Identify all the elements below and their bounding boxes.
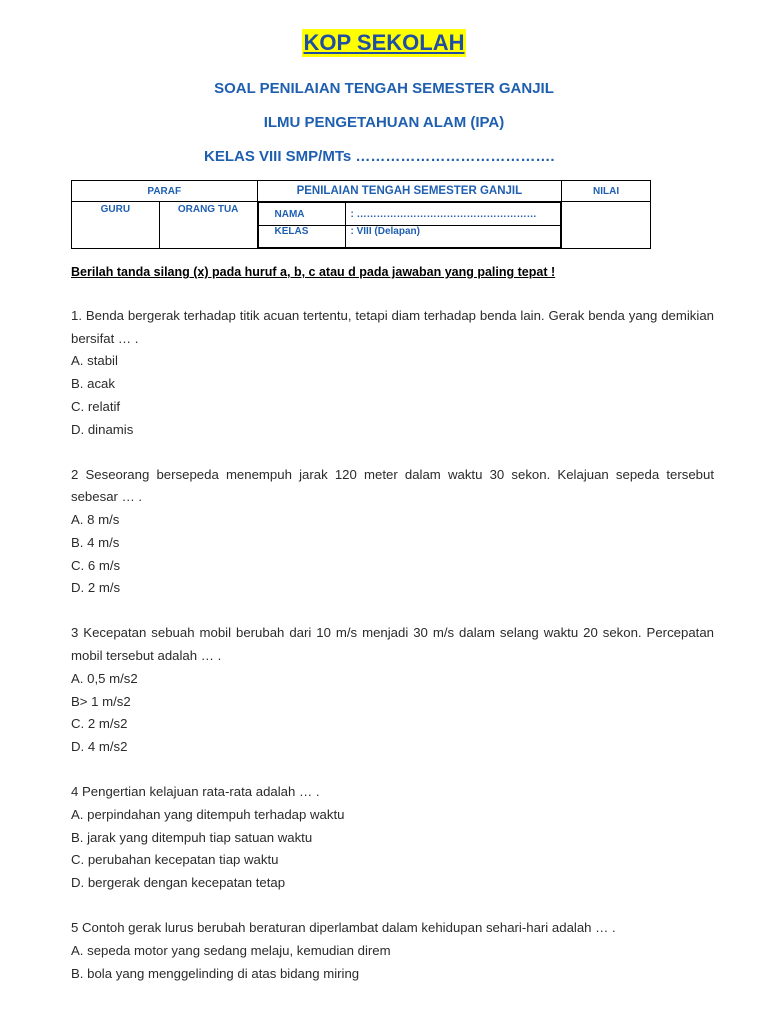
option-b: B. acak bbox=[71, 376, 115, 392]
option-b: B. jarak yang ditempuh tiap satuan waktu bbox=[71, 829, 313, 845]
instruction: Berilah tanda silang (x) pada huruf a, b, c atau d pada jawaban yang paling tepat ! bbox=[71, 265, 556, 279]
kelas-label: KELAS bbox=[258, 226, 345, 248]
subject-title: ILMU PENGETAHUAN ALAM (IPA) bbox=[263, 114, 505, 131]
question-stem: 5 Contoh gerak lurus berubah beraturan diperlambat dalam kehidupan sehari-hari adalah … . bbox=[71, 920, 616, 936]
orang-tua-label: ORANG TUA bbox=[177, 204, 239, 215]
option-c: C. relatif bbox=[71, 398, 121, 414]
kelas-value: : VIII (Delapan) bbox=[345, 226, 561, 248]
option-b: B. 4 m/s bbox=[71, 534, 120, 550]
option-c: C. 2 m/s2 bbox=[71, 716, 128, 732]
option-a: A. sepeda motor yang sedang melaju, kemudian direm bbox=[71, 942, 391, 958]
question-5 bbox=[71, 917, 714, 985]
option-a: A. 8 m/s bbox=[71, 512, 120, 528]
option-d: D. 2 m/s bbox=[71, 580, 121, 596]
question-stem: 2 Seseorang bersepeda menempuh jarak 120 meter dalam waktu 30 sekon. Kelajuan sepeda tersebut sebesar … . bbox=[71, 466, 714, 505]
nama-value: : ……………………………………………… bbox=[345, 203, 561, 226]
guru-signature-cell bbox=[72, 202, 160, 249]
question-stem: 1. Benda bergerak terhadap titik acuan tertentu, tetapi diam terhadap benda lain. Gerak benda yang demikian bersifat … . bbox=[71, 308, 714, 346]
option-d: D. 4 m/s2 bbox=[71, 738, 128, 754]
option-a: A. 0,5 m/s2 bbox=[71, 670, 138, 686]
question-2 bbox=[71, 464, 714, 600]
class-line: KELAS VIII SMP/MTs …………………………………. bbox=[204, 148, 555, 165]
option-b: B> 1 m/s2 bbox=[71, 693, 131, 709]
option-d: D. dinamis bbox=[71, 421, 134, 437]
nilai-cell bbox=[562, 202, 651, 249]
identity-table bbox=[71, 180, 651, 249]
orang-tua-signature-cell bbox=[159, 202, 257, 249]
option-a: A. perpindahan yang ditempuh terhadap waktu bbox=[71, 806, 345, 822]
question-stem: 4 Pengertian kelajuan rata-rata adalah … . bbox=[71, 784, 320, 800]
penilaian-header: PENILAIAN TENGAH SEMESTER GANJIL bbox=[257, 181, 562, 202]
question-3 bbox=[71, 622, 714, 758]
paraf-header: PARAF bbox=[72, 181, 258, 202]
kop-sekolah bbox=[0, 29, 768, 57]
nilai-header: NILAI bbox=[562, 181, 651, 202]
exam-title: SOAL PENILAIAN TENGAH SEMESTER GANJIL bbox=[214, 80, 554, 97]
option-d: D. bergerak dengan kecepatan tetap bbox=[71, 874, 286, 890]
nama-label: NAMA bbox=[258, 203, 345, 226]
option-c: C. perubahan kecepatan tiap waktu bbox=[71, 852, 279, 868]
option-c: C. 6 m/s bbox=[71, 557, 121, 573]
guru-label: GURU bbox=[100, 204, 131, 215]
question-1 bbox=[71, 305, 714, 441]
option-a: A. stabil bbox=[71, 353, 118, 369]
kop-sekolah-label: KOP SEKOLAH bbox=[303, 30, 465, 55]
option-b: B. bola yang menggelinding di atas bidang miring bbox=[71, 965, 360, 981]
question-list bbox=[71, 305, 714, 1008]
student-info-cell bbox=[257, 202, 562, 249]
question-4 bbox=[71, 781, 714, 895]
question-stem: 3 Kecepatan sebuah mobil berubah dari 10 m/s menjadi 30 m/s dalam selang waktu 20 sekon. Percepatan mobil tersebut adalah … . bbox=[71, 625, 714, 664]
